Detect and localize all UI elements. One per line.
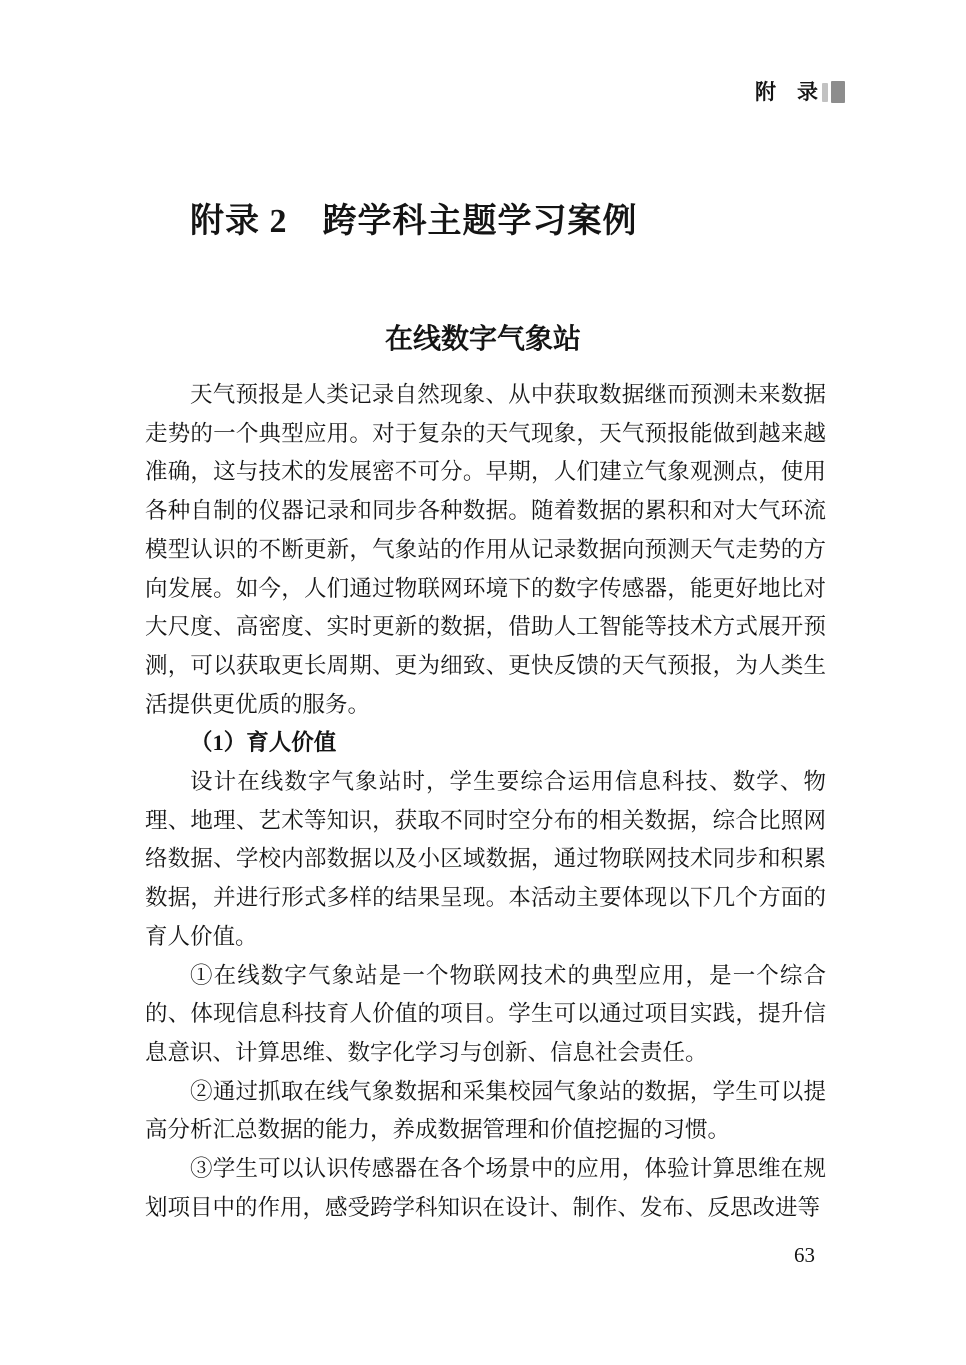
section-heading: （1）育人价值	[190, 730, 337, 756]
running-header-label: 附 录	[755, 80, 818, 104]
running-header	[755, 80, 845, 104]
header-bar-light-icon	[822, 83, 828, 102]
section-intro-paragraph: 设计在线数字气象站时，学生要综合运用信息科技、数学、物理、地理、艺术等知识，获取不同时空分布的相关数据，综合比照网络数据、学校内部数据以及小区域数据，通过物联网技术同步和积累数据，并进行形式多样的结果呈现。本活动主要体现以下几个方面的育人价值。	[145, 769, 826, 949]
header-bar-dark-icon	[831, 81, 845, 103]
page-number: 63	[794, 1243, 815, 1267]
intro-paragraph: 天气预报是人类记录自然现象、从中获取数据继而预测未来数据走势的一个典型应用。对于复杂的天气现象，天气预报能做到越来越准确，这与技术的发展密不可分。早期，人们建立气象观测点，使用各种自制的仪器记录和同步各种数据。随着数据的累积和对大气环流模型认识的不断更新，气象站的作用从记录数据向预测天气走势的方向发展。如今，人们通过物联网环境下的数字传感器，能更好地比对大尺度、高密度、实时更新的数据，借助人工智能等技术方式展开预测，可以获取更长周期、更为细致、更快反馈的天气预报，为人类生活提供更优质的服务。	[145, 382, 826, 717]
list-item-3: ③学生可以认识传感器在各个场景中的应用，体验计算思维在规划项目中的作用，感受跨学科知识在设计、制作、发布、反思改进等	[145, 1156, 826, 1220]
chapter-title: 附录 2 跨学科主题学习案例	[190, 202, 638, 240]
body-text	[145, 376, 826, 1227]
list-item-2: ②通过抓取在线气象数据和采集校园气象站的数据，学生可以提高分析汇总数据的能力，养成数据管理和价值挖掘的习惯。	[145, 1078, 826, 1143]
list-item-1: ①在线数字气象站是一个物联网技术的典型应用，是一个综合的、体现信息科技育人价值的项目。学生可以通过项目实践，提升信息意识、计算思维、数字化学习与创新、信息社会责任。	[145, 962, 826, 1065]
case-title: 在线数字气象站	[384, 323, 581, 355]
